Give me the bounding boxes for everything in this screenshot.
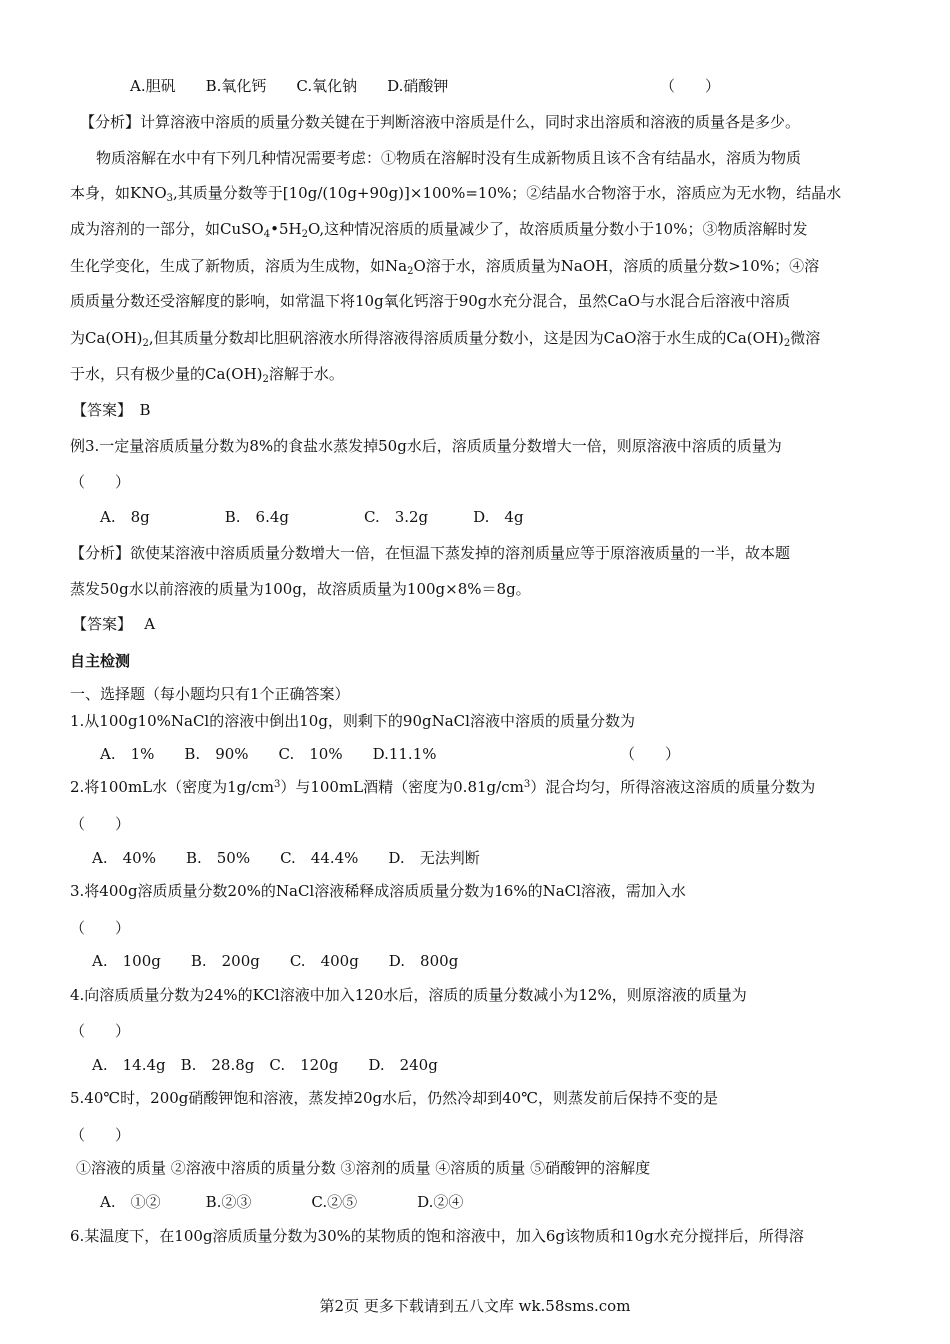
option-line: A. 1% B. 90% C. 10% D.11.1%: [100, 745, 437, 763]
answer-bracket: （ ）: [70, 919, 131, 937]
option-line: A. ①② B.②③ C.②⑤ D.②④: [100, 1193, 464, 1211]
analysis-paragraph: 【分析】欲使某溶液中溶质质量分数增大一倍，在恒温下蒸发掉的溶剂质量应等于原溶液质量的一半，故本题: [70, 544, 791, 562]
text-line: 物质溶解在水中有下列几种情况需要考虑：①物质在溶解时没有生成新物质且该不含有结晶水，溶质为物质: [96, 149, 802, 167]
example-question: 例3.一定量溶质质量分数为8%的食盐水蒸发掉50g水后，溶质质量分数增大一倍，则原溶液中溶质的质量为: [70, 437, 782, 455]
answer-bracket: （ ）: [620, 745, 681, 763]
question-6: 6.某温度下，在100g溶质质量分数为30%的某物质的饱和溶液中，加入6g该物质和10g水充分搅拌后，所得溶: [70, 1227, 804, 1245]
option-line: A. 8g B. 6.4g C. 3.2g D. 4g: [100, 508, 524, 526]
statement-list: ①溶液的质量 ②溶液中溶质的质量分数 ③溶剂的质量 ④溶质的质量 ⑤硝酸钾的溶解度: [76, 1159, 651, 1177]
answer-bracket: （ ）: [70, 815, 131, 833]
question-1: 1.从100g10%NaCl的溶液中倒出10g，则剩下的90gNaCl溶液中溶质的质量分数为: [70, 712, 635, 730]
answer-bracket: （ ）: [70, 1126, 131, 1144]
text-line: 蒸发50g水以前溶液的质量为100g，故溶质质量为100g×8%＝8g。: [70, 580, 531, 598]
answer-bracket: （ ）: [660, 77, 721, 95]
section-subheading: 一、选择题（每小题均只有1个正确答案）: [70, 685, 350, 703]
question-3: 3.将400g溶质质量分数20%的NaCl溶液稀释成溶质质量分数为16%的NaCl溶液，需加入水: [70, 882, 686, 900]
page-footer: 第2页 更多下载请到五八文库 wk.58sms.com: [319, 1297, 631, 1315]
answer-bracket: （ ）: [70, 473, 131, 491]
answer-line: 【答案】 A: [72, 615, 156, 633]
section-heading: 自主检测: [70, 652, 131, 670]
option-line: A.胆矾 B.氧化钙 C.氧化钠 D.硝酸钾: [130, 77, 449, 95]
text-line: 质质量分数还受溶解度的影响，如常温下将10g氧化钙溶于90g水充分混合，虽然CaO与水混合后溶液中溶质: [70, 292, 791, 310]
text-line: 成为溶剂的一部分，如$CuSO_4•5H_2O$,这种情况溶质的质量减少了，故溶质质量分数小于10%；③物质溶解时发: [70, 220, 808, 240]
answer-line: 【答案】 B: [72, 401, 151, 419]
question-2: 2.将100mL水（密度为$1g/cm^3$）与100mL酒精（密度为$0.81g/cm^3$）混合均匀，所得溶液这溶质的质量分数为: [70, 778, 816, 796]
option-line: A. 14.4g B. 28.8g C. 120g D. 240g: [92, 1056, 438, 1074]
text-line: 为$Ca(OH)_2$,但其质量分数却比胆矾溶液水所得溶液得溶质质量分数小，这是因为CaO溶于水生成的$Ca(OH)_2$微溶: [70, 329, 821, 349]
option-line: A. 40% B. 50% C. 44.4% D. 无法判断: [92, 849, 480, 867]
question-5: 5.40℃时，200g硝酸钾饱和溶液，蒸发掉20g水后，仍然冷却到40℃，则蒸发前后保持不变的是: [70, 1089, 718, 1107]
question-4: 4.向溶质质量分数为24%的KCl溶液中加入120水后，溶质的质量分数减小为12%，则原溶液的质量为: [70, 986, 747, 1004]
text-line: 生化学变化，生成了新物质，溶质为生成物，如$Na_2O$溶于水，溶质质量为NaOH，溶质的质量分数>10%；④溶: [70, 257, 820, 277]
text-line: 于水，只有极少量的$Ca(OH)_2$溶解于水。: [70, 365, 344, 385]
option-line: A. 100g B. 200g C. 400g D. 800g: [92, 952, 459, 970]
text-line: 本身，如$KNO_3$,其质量分数等于[10g/(10g+90g)]×100%=10%；②结晶水合物溶于水，溶质应为无水物，结晶水: [70, 184, 842, 204]
analysis-paragraph: 【分析】计算溶液中溶质的质量分数关键在于判断溶液中溶质是什么，同时求出溶质和溶液的质量各是多少。: [80, 113, 801, 131]
answer-bracket: （ ）: [70, 1022, 131, 1040]
